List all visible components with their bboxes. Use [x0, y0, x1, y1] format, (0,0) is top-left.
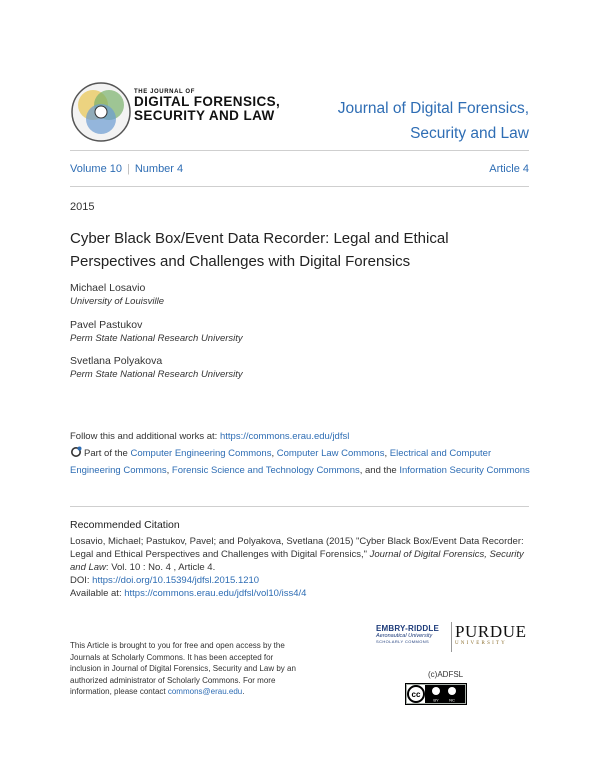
cc-by-label: BY: [433, 697, 439, 703]
available-label: Available at:: [70, 588, 125, 599]
number-link[interactable]: Number 4: [134, 163, 184, 175]
purdue-name: PURDUE: [455, 622, 527, 641]
article-link[interactable]: Article 4: [489, 163, 529, 175]
follow-url-link[interactable]: https://commons.erau.edu/jdfsl: [219, 431, 350, 442]
separator: , and the: [359, 465, 400, 476]
separator: ,: [166, 465, 172, 476]
doi-label: DOI:: [70, 575, 93, 586]
author-affiliation: Perm State National Research University: [70, 333, 243, 344]
journal-title[interactable]: [338, 96, 529, 146]
network-icon: [70, 446, 82, 458]
cc-nc-label: NC: [449, 697, 455, 703]
erau-commons: SCHOLARLY COMMONS: [376, 639, 430, 644]
recommended-citation: [70, 535, 536, 600]
logo-small-text: THE JOURNAL OF: [134, 89, 195, 95]
disciplines-line: [70, 445, 532, 479]
citation-volume: : Vol. 10 : No. 4 , Article 4.: [105, 562, 216, 573]
part-of-prefix: Part of the: [84, 448, 131, 459]
erau-logo: [376, 624, 448, 644]
author-name: Pavel Pastukov: [70, 319, 143, 331]
journal-title-line-1[interactable]: Journal of Digital Forensics,: [337, 100, 529, 117]
header-divider: [70, 150, 529, 151]
journal-title-line-2[interactable]: Security and Law: [410, 125, 529, 142]
discipline-link[interactable]: Electrical and Computer Engineering Commons: [70, 448, 492, 476]
publication-year: 2015: [70, 201, 95, 213]
erau-name: EMBRY-RIDDLE: [376, 624, 439, 633]
author-affiliation: Perm State National Research University: [70, 369, 243, 380]
available-link[interactable]: https://commons.erau.edu/jdfsl/vol10/iss4/4: [124, 588, 307, 599]
author-affiliation: University of Louisville: [70, 296, 164, 307]
purdue-sub: UNIVERSITY: [455, 641, 507, 646]
separator: ,: [384, 448, 390, 459]
discipline-link[interactable]: Computer Engineering Commons: [130, 448, 272, 459]
notice-text: This Article is brought to you for free and open access by the Journals at Scholarly Commons. It has been accepted for inclusion in Journal of Digital Forensics, Security and Law by an authorized administrator of Scholarly Commons. For more information, please contact: [70, 641, 296, 696]
logo-divider: [451, 622, 452, 652]
logo-line-1: DIGITAL FORENSICS,: [134, 94, 281, 109]
citation-journal: Journal of Digital Forensics, Security and Law: [70, 549, 524, 573]
issue-divider: [70, 186, 529, 187]
access-notice: [70, 640, 300, 698]
erau-sub: Aeronautical University: [376, 633, 433, 639]
issue-links: Volume 10 | Number 4: [70, 163, 184, 175]
follow-text: Follow this and additional works at:: [70, 431, 220, 442]
purdue-logo: [455, 623, 527, 646]
author-name: Michael Losavio: [70, 282, 146, 294]
creative-commons-icon: [405, 683, 467, 705]
author-name: Svetlana Polyakova: [70, 355, 163, 367]
contact-email-link[interactable]: commons@erau.edu: [167, 687, 243, 696]
journal-logo-icon: [70, 81, 132, 143]
separator: ,: [271, 448, 277, 459]
journal-logo-wordmark: [134, 89, 280, 123]
svg-text:cc: cc: [411, 690, 421, 699]
discipline-link[interactable]: Forensic Science and Technology Commons: [171, 465, 360, 476]
copyright-notice: (c)ADFSL: [428, 670, 464, 679]
volume-link[interactable]: Volume 10: [70, 163, 122, 175]
citation-heading: Recommended Citation: [70, 519, 180, 531]
notice-end: .: [242, 687, 245, 696]
paper-title: Cyber Black Box/Event Data Recorder: Legal and Ethical Perspectives and Challenges with Digital Forensics: [70, 230, 449, 270]
discipline-link[interactable]: Information Security Commons: [399, 465, 530, 476]
citation-text: Losavio, Michael; Pastukov, Pavel; and Polyakova, Svetlana (2015) "Cyber Black Box/Event Data Recorder: Legal and Ethical Perspectives and Challenges with Digital Forensics,": [70, 536, 524, 560]
citation-divider: [70, 506, 529, 507]
doi-link[interactable]: https://doi.org/10.15394/jdfsl.2015.1210: [92, 575, 260, 586]
logo-line-2: SECURITY AND LAW: [134, 108, 275, 123]
discipline-link[interactable]: Computer Law Commons: [276, 448, 385, 459]
follow-line: [70, 431, 349, 442]
